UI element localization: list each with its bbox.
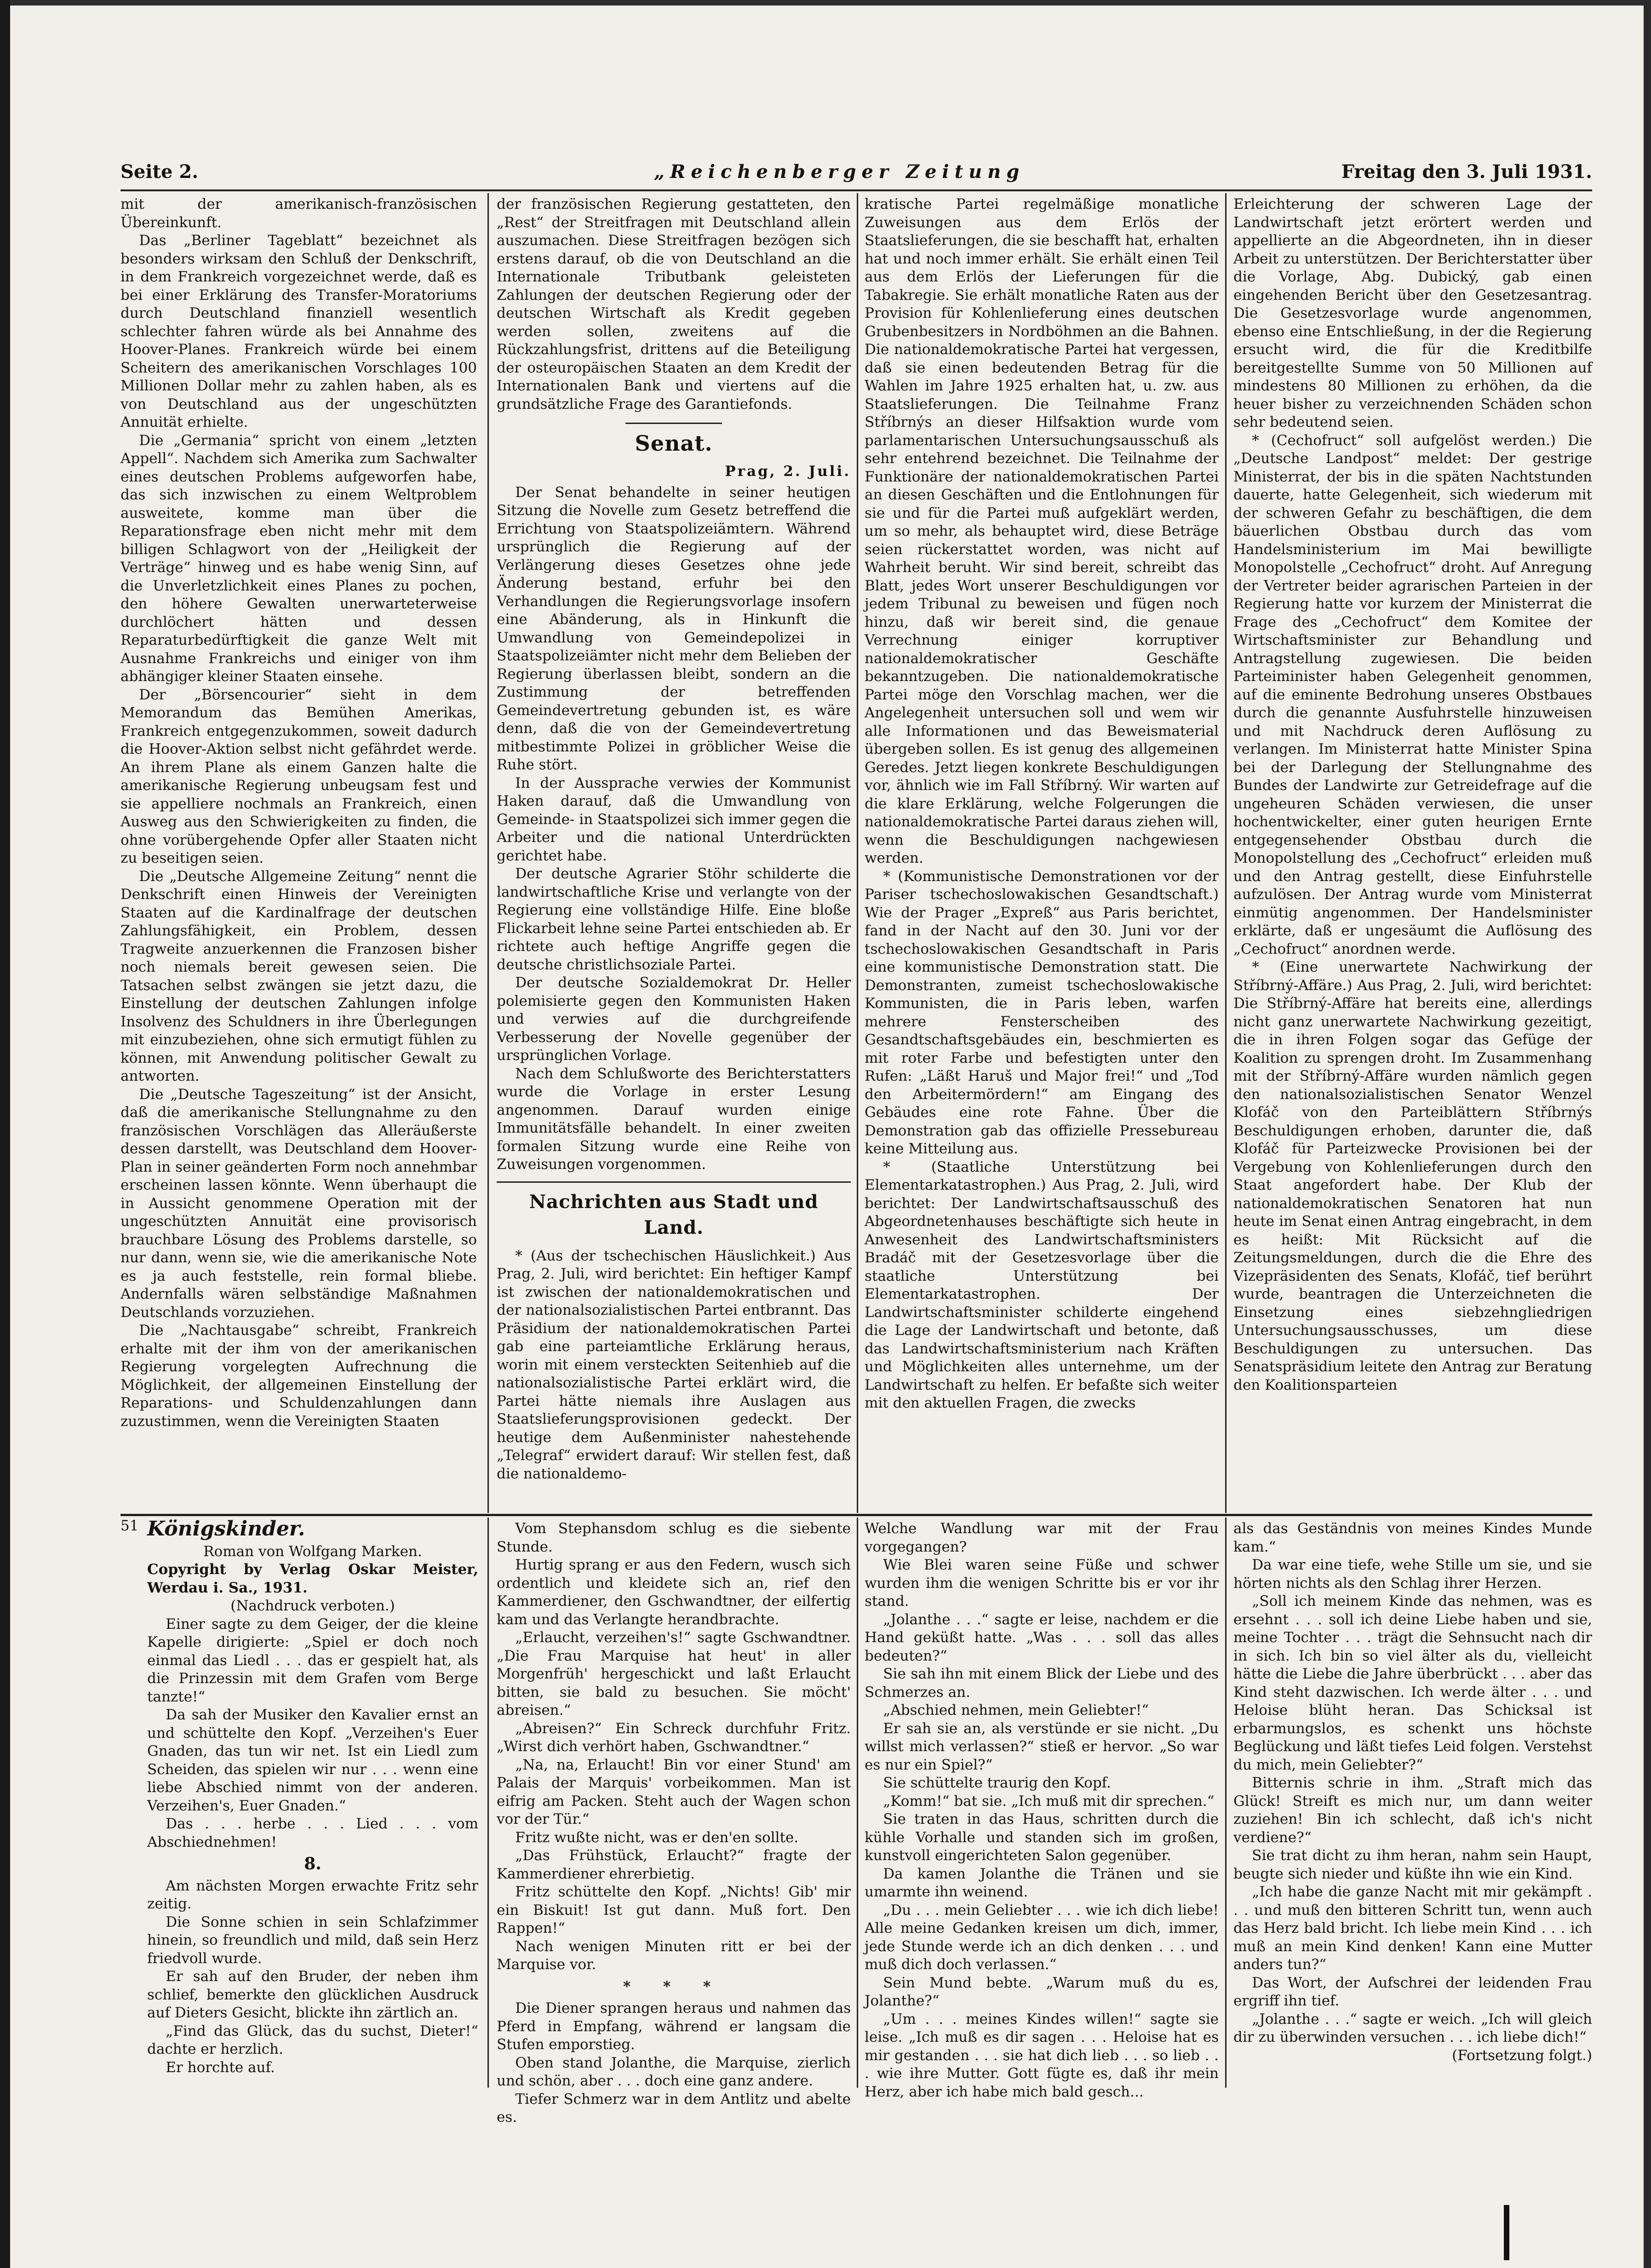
paragraph: * (Cechofruct“ soll aufgelöst werden.) Die „Deutsche Landpost“ meldet: Der gestrige Ministerrat, der bis in die späten Nachtstunden dauerte, hatte Gelegenheit, sich wiederum mit der schweren Gefahr zu beschäftigen, die dem bäuerlichen Obstbau durch das vom Handelsministerium im Mai bewilligte Monopolstelle „Cechofruct“ droht. Auf Anregung der Vertreter beider agrarischen Parteien in der Regierung hatte vor kurzem der Ministerrat die Frage des „Cechofruct“ dem Komitee der Wirtschaftsminister zur Behandlung und Antragstellung zugewiesen. Die beiden Parteiminister haben Gelegenheit genommen, auf die eminente Bedrohung unseres Obstbaues durch die genannte Ausfuhrstelle hinzuweisen und mit Nachdruck deren Auflösung zu verlangen. Im Ministerrat hatte Minister Spina bei der Darlegung der Stellungnahme des Bundes der Landwirte zur Getreidefrage auf die ungeheuren Schäden verwiesen, die unser hochentwickelter, einer guten heurigen Ernte entgegensehender Obstbau durch die Monopolstellung des „Cechofruct“ erleiden muß und den Antrag gestellt, diese Einfuhrstelle aufzulösen. Der Antrag wurde vom Ministerrat einmütig angenommen. Der Handelsminister erklärte, daß er ungesäumt die Auflösung des „Cechofruct“ anordnen werde. (1233, 432, 1592, 957)
paragraph: * (Staatliche Unterstützung bei Elementarkatastrophen.) Aus Prag, 2. Juli, wird berichtet: Der Landwirtschaftsausschuß des Abgeordnetenhauses beschäftigte sich heute in Anwesenheit des Landwirtschaftsministers Bradáč mit der Gesetzesvorlage über die staatliche Unterstützung bei Elementarkatastrophen. Der Landwirtschaftsminister schilderte eingehend die Lage der Landwirtschaft und betonte, daß das Landwirtschaftsministerium nach Kräften und Möglichkeiten alles unternehme, um der Landwirtschaft zu helfen. Er befaßte sich weiter mit den aktuellen Fragen, die zwecks (865, 1158, 1219, 1411)
column-divider (1225, 1518, 1227, 2088)
paragraph: Fritz schüttelte den Kopf. „Nichts! Gib' mir ein Biskuit! Ist gut dann. Muß fort. Den Rappen!“ (497, 1884, 851, 1936)
section-heading-nachrichten: Nachrichten aus Stadt und Land. (529, 1191, 819, 1238)
section-rule (497, 1177, 851, 1183)
scan-right-edge (1644, 0, 1651, 2268)
paragraph: „Das Frühstück, Erlaucht?“ fragte der Kammerdiener ehrerbietig. (497, 1847, 851, 1882)
paragraph: kratische Partei regelmäßige monatliche Zuweisungen aus dem Erlös der Staatslieferungen, die sie beschafft hat, erhalten hat und noch immer erhält. Sie erhält einen Teil aus dem Erlös der Lieferungen für die Tabakregie. Sie erhält monatliche Raten aus der Provision für Kohlenlieferung eines deutschen Grubenbesitzers in Nordböhmen an die Bahnen. Die nationaldemokratische Partei hat vergessen, daß sie einen bedeutenden Betrag für die Wahlen im Jahre 1925 erhalten hat, u. zw. aus Staatslieferungen. Die Teilnahme Franz Stříbrnýs an dieser Hilfsaktion wurde vom parlamentarischen Untersuchungsausschuß als sehr entehrend bezeichnet. Die Teilnahme der Funktionäre der nationaldemokratischen Partei an diesen Geschäften und die Entlohnungen für sie und für die Partei muß aufgeklärt werden, um so mehr, als behauptet wird, diese Beträge seien rückerstattet worden, was nicht auf Wahrheit beruht. Wir sind bereit, schreibt das Blatt, jedes Wort unserer Beschuldigungen vor jedem Tribunal zu beweisen und fügen noch hinzu, daß wir bereit sind, die genaue Verrechnung einiger korruptiver nationaldemokratischer Geschäfte bekanntzugeben. Die nationaldemokratische Partei möge den Vorschlag machen, wer die Angelegenheit untersuchen soll und wem wir alle Informationen und das Beweismaterial übergeben sollen. Es ist genug des allgemeinen Geredes. Jetzt liegen konkrete Beschuldigungen vor, ähnlich wie im Fall Stříbrný. Wir warten auf die klare Erklärung, welche Folgerungen die nationaldemokratische Partei daraus ziehen will, wenn die Beschuldigungen nachgewiesen werden. (865, 196, 1219, 866)
serial-subtitle: Roman von Wolfgang Marken. (203, 1543, 422, 1560)
page-header (120, 161, 1592, 189)
paragraph: „Komm!“ bat sie. „Ich muß mit dir sprechen.“ (883, 1793, 1215, 1810)
scan-left-edge (0, 0, 10, 2268)
paragraph: „Erlaucht, verzeihen's!“ sagte Gschwandtner. „Die Frau Marquise hat heut' in aller Morgenfrüh' hergeschickt und laßt Erlaucht bitten, sie bald zu besuchen. Sie möcht' abreisen.“ (497, 1629, 851, 1718)
paragraph: Da sah der Musiker den Kavalier ernst an und schüttelte den Kopf. „Verzeihen's Euer Gnaden, das tun wir net. Ist ein Liedl zum Scheiden, das spielen wir nur . . . wenn eine liebe Abschied nimmt von der anderen. Verzeihen's, Euer Gnaden.“ (147, 1707, 478, 1814)
paragraph: Der Senat behandelte in seiner heutigen Sitzung die Novelle zum Gesetz betreffend die Errichtung von Staatspolizeiämtern. Während ursprünglich die Regierung auf der Verlängerung dieses Gesetzes ohne jede Änderung bestand, erfuhr bei den Verhandlungen die Regierungsvorlage insofern eine Abänderung, als in Hinkunft die Umwandlung von Gemeindepolizei in Staatspolizeiämter nicht mehr dem Belieben der Regierung überlassen bleibt, sondern an die Zustimmung der betreffenden Gemeindevertretung gebunden ist, es wäre denn, daß die von der Gemeindevertretung mitbestimmte Polizei in gröblicher Weise die Ruhe stört. (497, 484, 851, 773)
scan-mark (1504, 2205, 1509, 2260)
paragraph: Bitternis schrie in ihm. „Straft mich das Glück! Streift es mich nur, um dann weiter zuziehen! Bin ich schlecht, daß ich's nicht verdiene?“ (1233, 1775, 1592, 1846)
serial-column (497, 1520, 851, 2125)
paragraph: In der Aussprache verwies der Kommunist Haken darauf, daß die Umwandlung von Gemeinde- in Staatspolizei sich immer gegen die Arbeiter und die national Unterdrückten gerichtet habe. (497, 774, 851, 864)
paragraph: * (Aus der tschechischen Häuslichkeit.) Aus Prag, 2. Juli, wird berichtet: Ein heftiger Kampf ist zwischen der nationaldemokratischen und der nationalsozialistischen Partei entbrannt. Das Präsidium der nationaldemokratischen Partei gab eine parteiamtliche Erklärung heraus, worin mit einem versteckten Seitenhieb auf die nationalsozialistische Partei erklärt wird, die Partei hätte niemals ihre Auslagen aus Staatslieferungsprovisionen gedeckt. Der heutige dem Außenminister nahestehende „Telegraf“ erwidert darauf: Wir stellen fest, daß die nationaldemo- (497, 1247, 851, 1482)
paragraph: Der deutsche Agrarier Stöhr schilderte die landwirtschaftliche Krise und verlangte von der Regierung eine vollständige Hilfe. Eine bloße Flickarbeit lehne seine Partei entschieden ab. Er richtete auch heftige Angriffe gegen die deutsche christlichsoziale Partei. (497, 865, 851, 973)
section-heading-senat: Senat. (635, 431, 713, 456)
reprint-notice: (Nachdruck verboten.) (230, 1598, 395, 1614)
column-divider (487, 193, 489, 1513)
paragraph: Wie Blei waren seine Füße und schwer wurden ihm die wenigen Schritte bis er vor ihr stand. (865, 1557, 1219, 1609)
paragraph: „Soll ich meinem Kinde das nehmen, was es ersehnt . . . soll ich deine Liebe haben und sie, meine Tochter . . . trägt die Sehnsucht nach dir in sich. Ich bin so viel älter als du, vielleicht hätte die Liebe die Jahre überbrückt . . . aber das Kind steht dazwischen. Ich werde älter . . . und Heloise blüht heran. Das Schicksal ist erbarmungslos, es schenkt uns höchste Beglückung und läßt tiefes Leid folgen. Verstehst du mich, mein Geliebter?“ (1233, 1593, 1592, 1773)
paragraph: Sie sah ihn mit einem Blick der Liebe und des Schmerzes an. (865, 1666, 1219, 1701)
chapter-number: 8. (304, 1854, 321, 1873)
section-rule (625, 415, 722, 424)
paragraph: Da war eine tiefe, wehe Stille um sie, und sie hörten nichts als den Schlag ihrer Herzen. (1233, 1557, 1592, 1592)
paragraph: Die Sonne schien in sein Schlafzimmer hinein, so freundlich und mild, daß sein Herz friedvoll wurde. (147, 1913, 478, 1967)
serial-installment-number: 51 (120, 1518, 139, 1534)
paragraph: Die Diener sprangen heraus und nahmen das Pferd in Empfang, während er langsam die Stufen emporstieg. (497, 2000, 851, 2053)
paragraph: Fritz wußte nicht, was er den'en sollte. (515, 1829, 799, 1846)
paragraph: Die „Nachtausgabe“ schreibt, Frankreich erhalte mit der ihm von der amerikanischen Regierung vorgelegten Aufrechnung die Möglichkeit, der allgemeinen Einstellung der Reparations- und Schuldenzahlungen dann zuzustimmen, wenn die Vereinigten Staaten (120, 1322, 477, 1430)
article-column (497, 195, 851, 1511)
paragraph: Sie schüttelte traurig den Kopf. (883, 1775, 1111, 1791)
paragraph: Welche Wandlung war mit der Frau vorgegangen? (865, 1520, 1219, 1555)
paragraph: Er sah auf den Bruder, der neben ihm schlief, bemerkte den glücklichen Ausdruck auf Dieters Gesicht, blickte ihn zärtlich an. (147, 1968, 478, 2021)
section-divider (120, 1514, 1592, 1516)
column-divider (857, 1518, 858, 2088)
paragraph: Die „Deutsche Tageszeitung“ ist der Ansicht, daß die amerikanische Stellungnahme zu den französischen Vorschlägen das Alleräußerste dessen darstellt, was Deutschland dem Hoover-Plan in seiner geänderten Form noch annehmbar erscheinen lassen könnte. Wenn überhaupt die in Aussicht genommene Operation mit der ungeschützten Annuität eine provisorisch brauchbare Lösung des Problems darstelle, so nur dann, wenn sie, wie die amerikanische Note es ja auch feststelle, rein formal bliebe. Andernfalls wären selbständige Maßnahmen Deutschlands vorzuziehen. (120, 1086, 477, 1321)
paragraph: Nach wenigen Minuten ritt er bei der Marquise vor. (497, 1938, 851, 1973)
serial-column (1233, 1520, 1592, 2085)
serial-column (147, 1517, 478, 2085)
column-divider (1225, 193, 1227, 1513)
paragraph: Das . . . herbe . . . Lied . . . vom Abschiednehmen! (147, 1816, 478, 1850)
paragraph: „Jolanthe . . .“ sagte er leise, nachdem er die Hand geküßt hatte. „Was . . . soll das alles bedeuten?“ (865, 1611, 1219, 1664)
paragraph: Tiefer Schmerz war in dem Antlitz und abelte es. (497, 2090, 851, 2125)
column-divider (487, 1518, 489, 2088)
paragraph: Am nächsten Morgen erwachte Fritz sehr zeitig. (147, 1877, 478, 1912)
page-number: Seite 2. (120, 161, 199, 183)
paragraph: Erleichterung der schweren Lage der Landwirtschaft jetzt erörtert werden und appellierte an die Abgeordneten, ihn in dieser Arbeit zu unterstützen. Der Berichterstatter über die Vorlage, Abg. Dubický, gab einen eingehenden Bericht über den Gesetzesantrag. Die Gesetzesvorlage wurde angenommen, ebenso eine Entschließung, in der die Regierung ersucht wird, die für die Kreditbilfe bereitgestellte Summe von 50 Millionen auf mindestens 80 Millionen zu erhöhen, da die heuer bisher zu verzeichnenden Schäden schon sehr bedeutend seien. (1233, 196, 1592, 430)
article-column (865, 195, 1219, 1511)
copyright-line: Copyright by Verlag Oskar Meister, Werdau i. Sa., 1931. (147, 1561, 478, 1596)
paragraph: Das „Berliner Tageblatt“ bezeichnet als besonders wirksam den Schluß der Denkschrift, in dem Frankreich vorgezeichnet werde, daß es bei einer Erklärung des Transfer-Moratoriums durch Deutschland finanziell wesentlich schlechter fahren würde als bei Annahme des Hoover-Planes. Frankreich würde bei einem Scheitern des amerikanischen Vorschlages 100 Millionen Dollar mehr zu zahlen haben, als es von Deutschland aus der ungeschützten Annuität erhielte. (120, 232, 477, 430)
paragraph: mit der amerikanisch-französischen Übereinkunft. (120, 196, 477, 231)
paragraph: „Na, na, Erlaucht! Bin vor einer Stund' am Palais der Marquis' vorbeikommen. Man ist eifrig am Packen. Steht auch der Wagen schon vor der Tür.“ (497, 1756, 851, 1827)
paragraph: „Jolanthe . . .“ sagte er weich. „Ich will gleich dir zu überwinden versuchen . . . ich liebe dich!“ (1233, 2010, 1592, 2045)
newspaper-title: „Reichenberger Zeitung (654, 161, 1025, 183)
scene-break: * * * (623, 1978, 725, 1995)
column-divider (857, 193, 858, 1513)
article-column (120, 195, 477, 1511)
paragraph: Er sah sie an, als verstünde er sie nicht. „Du willst mich verlassen?“ stieß er hervor. „So war es nur ein Spiel?“ (865, 1720, 1219, 1773)
paragraph: Nach dem Schlußworte des Berichterstatters wurde die Vorlage in erster Lesung angenommen. Darauf wurden einige Immunitätsfälle behandelt. In einer zweiten formalen Sitzung wurde eine Reihe von Zuweisungen vorgenommen. (497, 1065, 851, 1173)
header-rule (120, 189, 1592, 191)
paragraph: Sein Mund bebte. „Warum muß du es, Jolanthe?“ (865, 1974, 1219, 2009)
continuation-note: (Fortsetzung folgt.) (1452, 2047, 1592, 2064)
dateline: Prag, 2. Juli. (725, 463, 851, 480)
paragraph: „Um . . . meines Kindes willen!“ sagte sie leise. „Ich muß es dir sagen . . . Heloise hat es mir gestanden . . . sie hat dich lieb . . . so lieb . . . wie ihre Mutter. Gott fügte es, daß ihr mein Herz, aber ich habe mich bald gesch... (865, 2010, 1219, 2100)
paragraph: Vom Stephansdom schlug es die siebente Stunde. (497, 1520, 851, 1555)
paragraph: * (Eine unerwartete Nachwirkung der Stříbrný-Affäre.) Aus Prag, 2. Juli, wird berichtet: Die Stříbrný-Affäre hat bereits eine, allerdings nicht ganz unerwartete Nachwirkung gezeitigt, die in ihren Folgen sogar das Gefüge der Koalition zu sprengen droht. Im Zusammenhang mit der Stříbrný-Affäre wurden nämlich gegen den nationalsozialistischen Senator Wenzel Klofáč von den Parteiblättern Stříbrnýs Beschuldigungen erhoben, darunter die, daß Klofáč für Parteizwecke Provisionen bei der Vergebung von Kohlenlieferungen durch den Staat angefordert habe. Der Klub der nationaldemokratischen Senatoren hat nun heute im Senat einen Antrag eingebracht, in dem es heißt: Mit Rücksicht auf die Zeitungsmeldungen, durch die die Ehre des Vizepräsidenten des Senats, Klofáč, tief berührt wurde, beantragen die Unterzeichneten die Einsetzung eines siebzehngliedrigen Untersuchungsausschusses, um diese Beschuldigungen zu untersuchen. Das Senatspräsidium leitete den Antrag zur Beratung den Koalitionsparteien (1233, 959, 1592, 1393)
paragraph: * (Kommunistische Demonstrationen vor der Pariser tschechoslowakischen Gesandtschaft.) Wie der Prager „Expreß“ aus Paris berichtet, fand in der Nacht auf den 30. Juni vor der tschechoslowakischen Gesandtschaft in Paris eine kommunistische Demonstration statt. Die Demonstranten, zumeist tschechoslowakische Kommunisten, die in Paris leben, warfen mehrere Fensterscheiben des Gesandtschaftsgebäudes ein, beschmierten es mit roter Farbe und befestigten unter den Rufen: „Läßt Haruš und Major frei!“ und „Tod den Arbeitermördern!“ am Eingang des Gebäudes eine rote Fahne. Über die Demonstration gab das offizielle Pressebureau keine Mitteilung aus. (865, 868, 1219, 1157)
paragraph: Das Wort, der Aufschrei der leidenden Frau ergriff ihn tief. (1233, 1974, 1592, 2009)
paragraph: „Du . . . mein Geliebter . . . wie ich dich liebe! Alle meine Gedanken kreisen um dich, immer, jede Stunde werde ich an dich denken . . . und muß dich doch verlassen.“ (865, 1901, 1219, 1973)
paragraph: Er horchte auf. (166, 2059, 275, 2076)
article-column (1233, 195, 1592, 1511)
paragraph: Die „Germania“ spricht von einem „letzten Appell“. Nachdem sich Amerika zum Sachwalter eines deutschen Problems aufgeworfen habe, das sich inzwischen zu einem Weltproblem ausweitete, komme man über die Reparationsfrage eben nicht mehr mit dem billigen Schlagwort von der „Heiligkeit der Verträge“ hinweg und es habe wenig Sinn, auf die Unverletzlichkeit eines Planes zu pochen, den höhere Gewalten unerwarteterweise durchlöchert hätten und dessen Reparaturbedürftigkeit die ganze Welt mit Ausnahme Frankreichs und einiger von ihm abhängiger kleiner Staaten einsehe. (120, 432, 477, 685)
paragraph: der französischen Regierung gestatteten, den „Rest“ der Streitfragen mit Deutschland allein auszumachen. Diese Streitfragen bezögen sich erstens darauf, ob die von Deutschland an die Internationale Tributbank geleisteten Zahlungen der deutschen Regierung oder der deutschen Wirtschaft als Kredit gegeben werden sollen, zweitens auf die Rückzahlungsfrist, drittens auf die Beteiligung der osteuropäischen Staaten an dem Kredit der Internationalen Bank und viertens auf die grundsätzliche Frage des Garantiefonds. (497, 196, 851, 412)
serial-column (865, 1520, 1219, 2100)
paragraph: Sie trat dicht zu ihm heran, nahm sein Haupt, beugte sich nieder und küßte ihn wie ein Kind. (1233, 1847, 1592, 1882)
paragraph: Oben stand Jolanthe, die Marquise, zierlich und schön, aber . . . doch eine ganz andere. (497, 2054, 851, 2089)
scan-top-edge (0, 0, 1651, 6)
paragraph: „Find das Glück, das du suchst, Dieter!“ dachte er herzlich. (147, 2022, 478, 2057)
paragraph: Da kamen Jolanthe die Tränen und sie umarmte ihn weinend. (865, 1865, 1219, 1900)
serial-title: Königskinder. (147, 1517, 305, 1541)
paragraph: Die „Deutsche Allgemeine Zeitung“ nennt die Denkschrift einen Hinweis der Vereinigten Staaten auf die Kardinalfrage der deutschen Zahlungsfähigkeit, ein Problem, dessen Tragweite anzuerkennen die Franzosen bisher noch niemals bereit gewesen seien. Die Tatsachen selbst zwängen sie jetzt dazu, die Einstellung der deutschen Zahlungen infolge Insolvenz des Schuldners in ihre Überlegungen mit einzubeziehen, ohne sich ermutigt fühlen zu können, mit Anwendung politischer Gewalt zu antworten. (120, 868, 477, 1084)
paragraph: „Abschied nehmen, mein Geliebter!“ (883, 1702, 1149, 1718)
paragraph: als das Geständnis von meines Kindes Munde kam.“ (1233, 1520, 1592, 1555)
paragraph: Der „Börsencourier“ sieht in dem Memorandum das Bemühen Amerikas, Frankreich entgegenzukommen, soweit dadurch die Hoover-Aktion selbst nicht gefährdet werde. An ihrem Plane als einem Ganzen halte die amerikanische Regierung unbeugsam fest und sie appelliere nochmals an Frankreich, einen Ausweg aus den Schwierigkeiten zu finden, die ohne vorübergehende Opfer aller Staaten nicht zu beseitigen seien. (120, 686, 477, 866)
paragraph: „Ich habe die ganze Nacht mit mir gekämpft . . . und muß den bitteren Schritt tun, wenn auch das Herz bald bricht. Ich liebe mein Kind . . . ich muß an mein Kind denken! Kann eine Mutter anders tun?“ (1233, 1884, 1592, 1973)
paragraph: „Abreisen?“ Ein Schreck durchfuhr Fritz. „Wirst dich verhört haben, Gschwandtner.“ (497, 1720, 851, 1755)
paragraph: Sie traten in das Haus, schritten durch die kühle Vorhalle und standen sich im großen, kunstvoll eingerichteten Salon gegenüber. (865, 1811, 1219, 1864)
paragraph: Hurtig sprang er aus den Federn, wusch sich ordentlich und kleidete sich an, rief den Kammerdiener, den Gschwandtner, der eilfertig kam und das Verlangte herandbrachte. (497, 1557, 851, 1628)
issue-date: Freitag den 3. Juli 1931. (1341, 161, 1592, 183)
paragraph: Einer sagte zu dem Geiger, der die kleine Kapelle dirigierte: „Spiel er doch noch einmal das Liedl . . . das er gespielt hat, als die Prinzessin mit dem Grafen vom Berge tanzte!“ (147, 1615, 478, 1705)
paragraph: Der deutsche Sozialdemokrat Dr. Heller polemisierte gegen den Kommunisten Haken und verwies auf die durchgreifende Verbesserung der Novelle gegenüber der ursprünglichen Vorlage. (497, 974, 851, 1064)
